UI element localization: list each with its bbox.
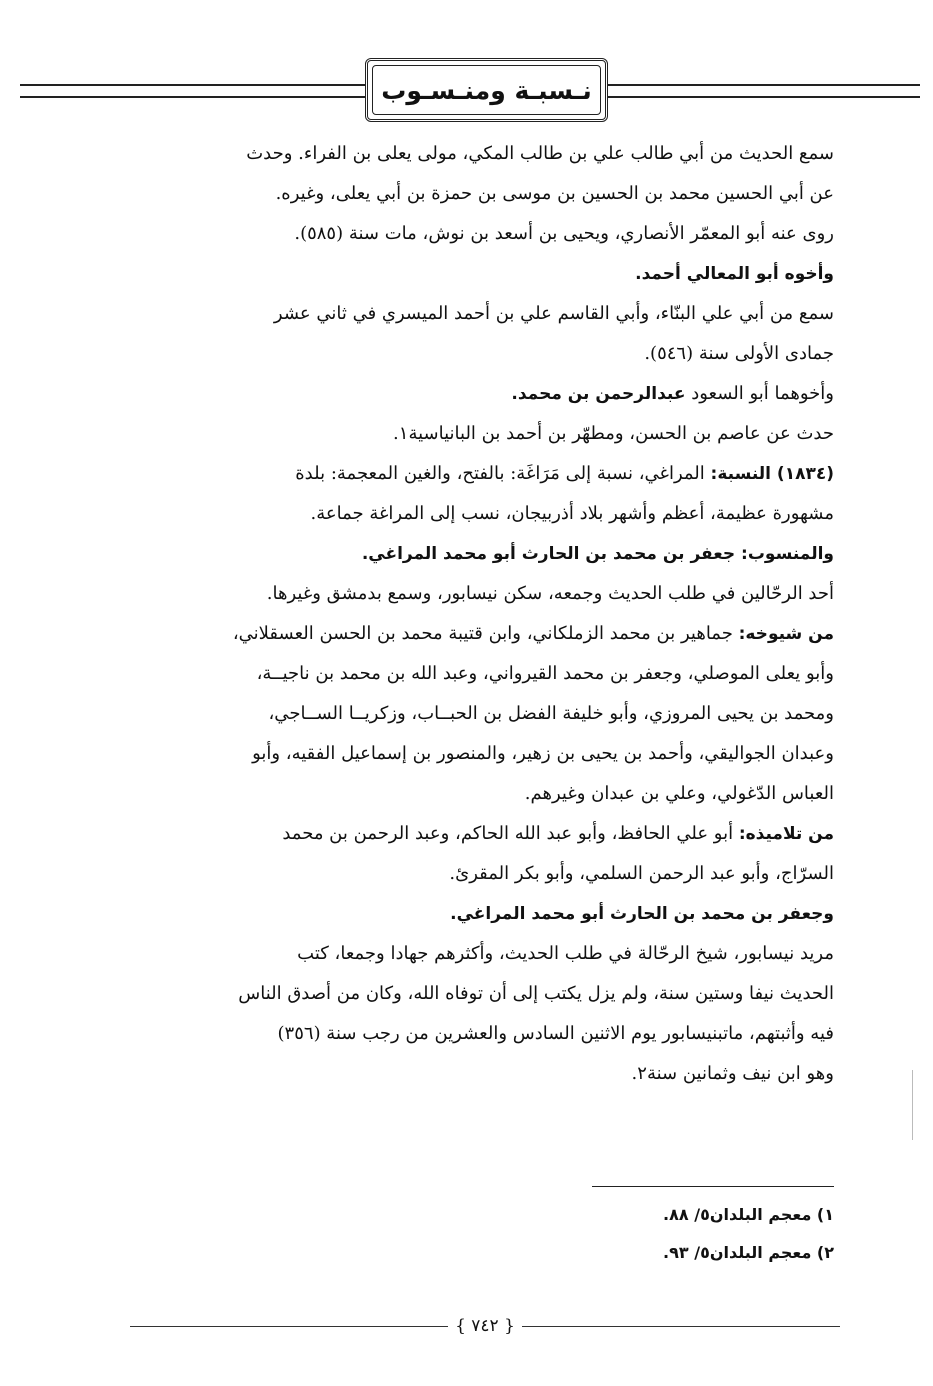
text-line	[138, 214, 834, 254]
page-header	[20, 58, 920, 122]
text-line	[138, 774, 834, 814]
text-line	[138, 414, 834, 454]
page-number: { ٧٤٢ }	[455, 1316, 515, 1336]
footer-rule-right	[522, 1326, 840, 1327]
bold-heading-text: وجعفر بن محمد بن الحارث أبو محمد المراغي.	[450, 904, 834, 924]
header-rule-left	[20, 84, 365, 98]
text-line	[138, 494, 834, 534]
body-text: سمع الحديث من أبي طالب علي بن طالب المكي، مولى يعلى بن الفراء. وحدث	[246, 143, 834, 164]
text-line	[138, 734, 834, 774]
page-footer	[130, 1312, 840, 1342]
footnote: ١) معجم البلدان٥/ ٨٨.	[663, 1205, 834, 1224]
body-text: ومحمد بن يحيى المروزي، وأبو خليفة الفضل بن الحبــاب، وزكريــا الســاجي،	[268, 703, 834, 724]
header-rule-right	[608, 84, 920, 98]
body-text: مريد نيسابور، شيخ الرحّالة في طلب الحديث، وأكثرهم جهادا وجمعا، كتب	[297, 943, 834, 964]
bold-heading-text: عبدالرحمن بن محمد.	[511, 384, 686, 404]
bold-heading-text: من شيوخه:	[738, 624, 834, 644]
footnote-separator	[592, 1186, 834, 1187]
chapter-title-box	[365, 58, 608, 122]
text-line	[138, 174, 834, 214]
text-line	[138, 574, 834, 614]
margin-mark	[912, 1070, 913, 1140]
main-text	[138, 134, 834, 1094]
bold-heading-text: من تلاميذه:	[738, 824, 834, 844]
text-line	[138, 934, 834, 974]
body-text: أبو علي الحافظ، وأبو عبد الله الحاكم، وعبد الرحمن بن محمد	[282, 823, 739, 844]
text-line	[138, 654, 834, 694]
body-text: الحديث نيفا وستين سنة، ولم يزل يكتب إلى أن توفاه الله، وكان من أصدق الناس	[238, 983, 834, 1004]
text-line	[138, 614, 834, 654]
body-text: فيه وأثبتهم، ماتبنيسابور يوم الاثنين السادس والعشرين من رجب سنة (٣٥٦)	[277, 1023, 834, 1044]
body-text: حدث عن عاصم بن الحسن، ومطهّر بن أحمد بن البانياسية١.	[393, 423, 834, 444]
footer-rule-left	[130, 1326, 448, 1327]
body-text: سمع من أبي علي البنّاء، وأبي القاسم علي بن أحمد الميسري في ثاني عشر	[273, 303, 834, 324]
text-line	[138, 254, 834, 294]
footnote: ٢) معجم البلدان٥/ ٩٣.	[663, 1243, 834, 1262]
body-text: جماهير بن محمد الزملكاني، وابن قتيبة محمد بن الحسن العسقلاني،	[232, 623, 739, 644]
body-text: عن أبي الحسين محمد بن الحسين بن موسى بن حمزة بن أبي يعلى، وغيره.	[275, 183, 834, 204]
text-line	[138, 894, 834, 934]
text-line	[138, 294, 834, 334]
body-text: السرّاج، وأبو عبد الرحمن السلمي، وأبو بكر المقرئ.	[449, 863, 834, 884]
body-text: جمادى الأولى سنة (٥٤٦).	[644, 343, 834, 364]
text-line	[138, 974, 834, 1014]
bold-heading-text: (١٨٣٤) النسبة:	[710, 464, 834, 484]
bold-heading-text: وأخوه أبو المعالي أحمد.	[635, 264, 834, 284]
body-text: روى عنه أبو المعمّر الأنصاري، ويحيى بن أسعد بن نوش، مات سنة (٥٨٥).	[294, 223, 834, 244]
footnotes	[500, 1196, 834, 1272]
chapter-title: نـسبـة ومنـسـوب	[381, 75, 592, 105]
body-text: مشهورة عظيمة، أعظم وأشهر بلاد أذربيجان، نسب إلى المراغة جماعة.	[310, 503, 834, 524]
body-text: وأبو يعلى الموصلي، وجعفر بن محمد القيرواني، وعبد الله بن محمد بن ناجيــة،	[256, 663, 834, 684]
body-text: وهو ابن نيف وثمانين سنة٢.	[631, 1063, 834, 1084]
text-line	[138, 334, 834, 374]
text-line	[138, 814, 834, 854]
body-text: العباس الدّغولي، وعلي بن عبدان وغيرهم.	[524, 783, 834, 804]
body-text: أحد الرحّالين في طلب الحديث وجمعه، سكن نيسابور، وسمع بدمشق وغيرها.	[266, 583, 834, 604]
body-text: المراغي، نسبة إلى مَرَاغَة: بالفتح، والغين المعجمة: بلدة	[295, 463, 711, 484]
bold-heading-text: والمنسوب: جعفر بن محمد بن الحارث أبو محمد المراغي.	[361, 544, 834, 564]
text-line	[138, 374, 834, 414]
text-line	[138, 1014, 834, 1054]
text-line	[138, 454, 834, 494]
text-line	[138, 1054, 834, 1094]
body-text: وعبدان الجواليقي، وأحمد بن يحيى بن زهير، والمنصور بن إسماعيل الفقيه، وأبو	[252, 743, 834, 764]
text-line	[138, 134, 834, 174]
text-line	[138, 534, 834, 574]
body-text: وأخوهما أبو السعود	[685, 383, 834, 404]
text-line	[138, 694, 834, 734]
text-line	[138, 854, 834, 894]
